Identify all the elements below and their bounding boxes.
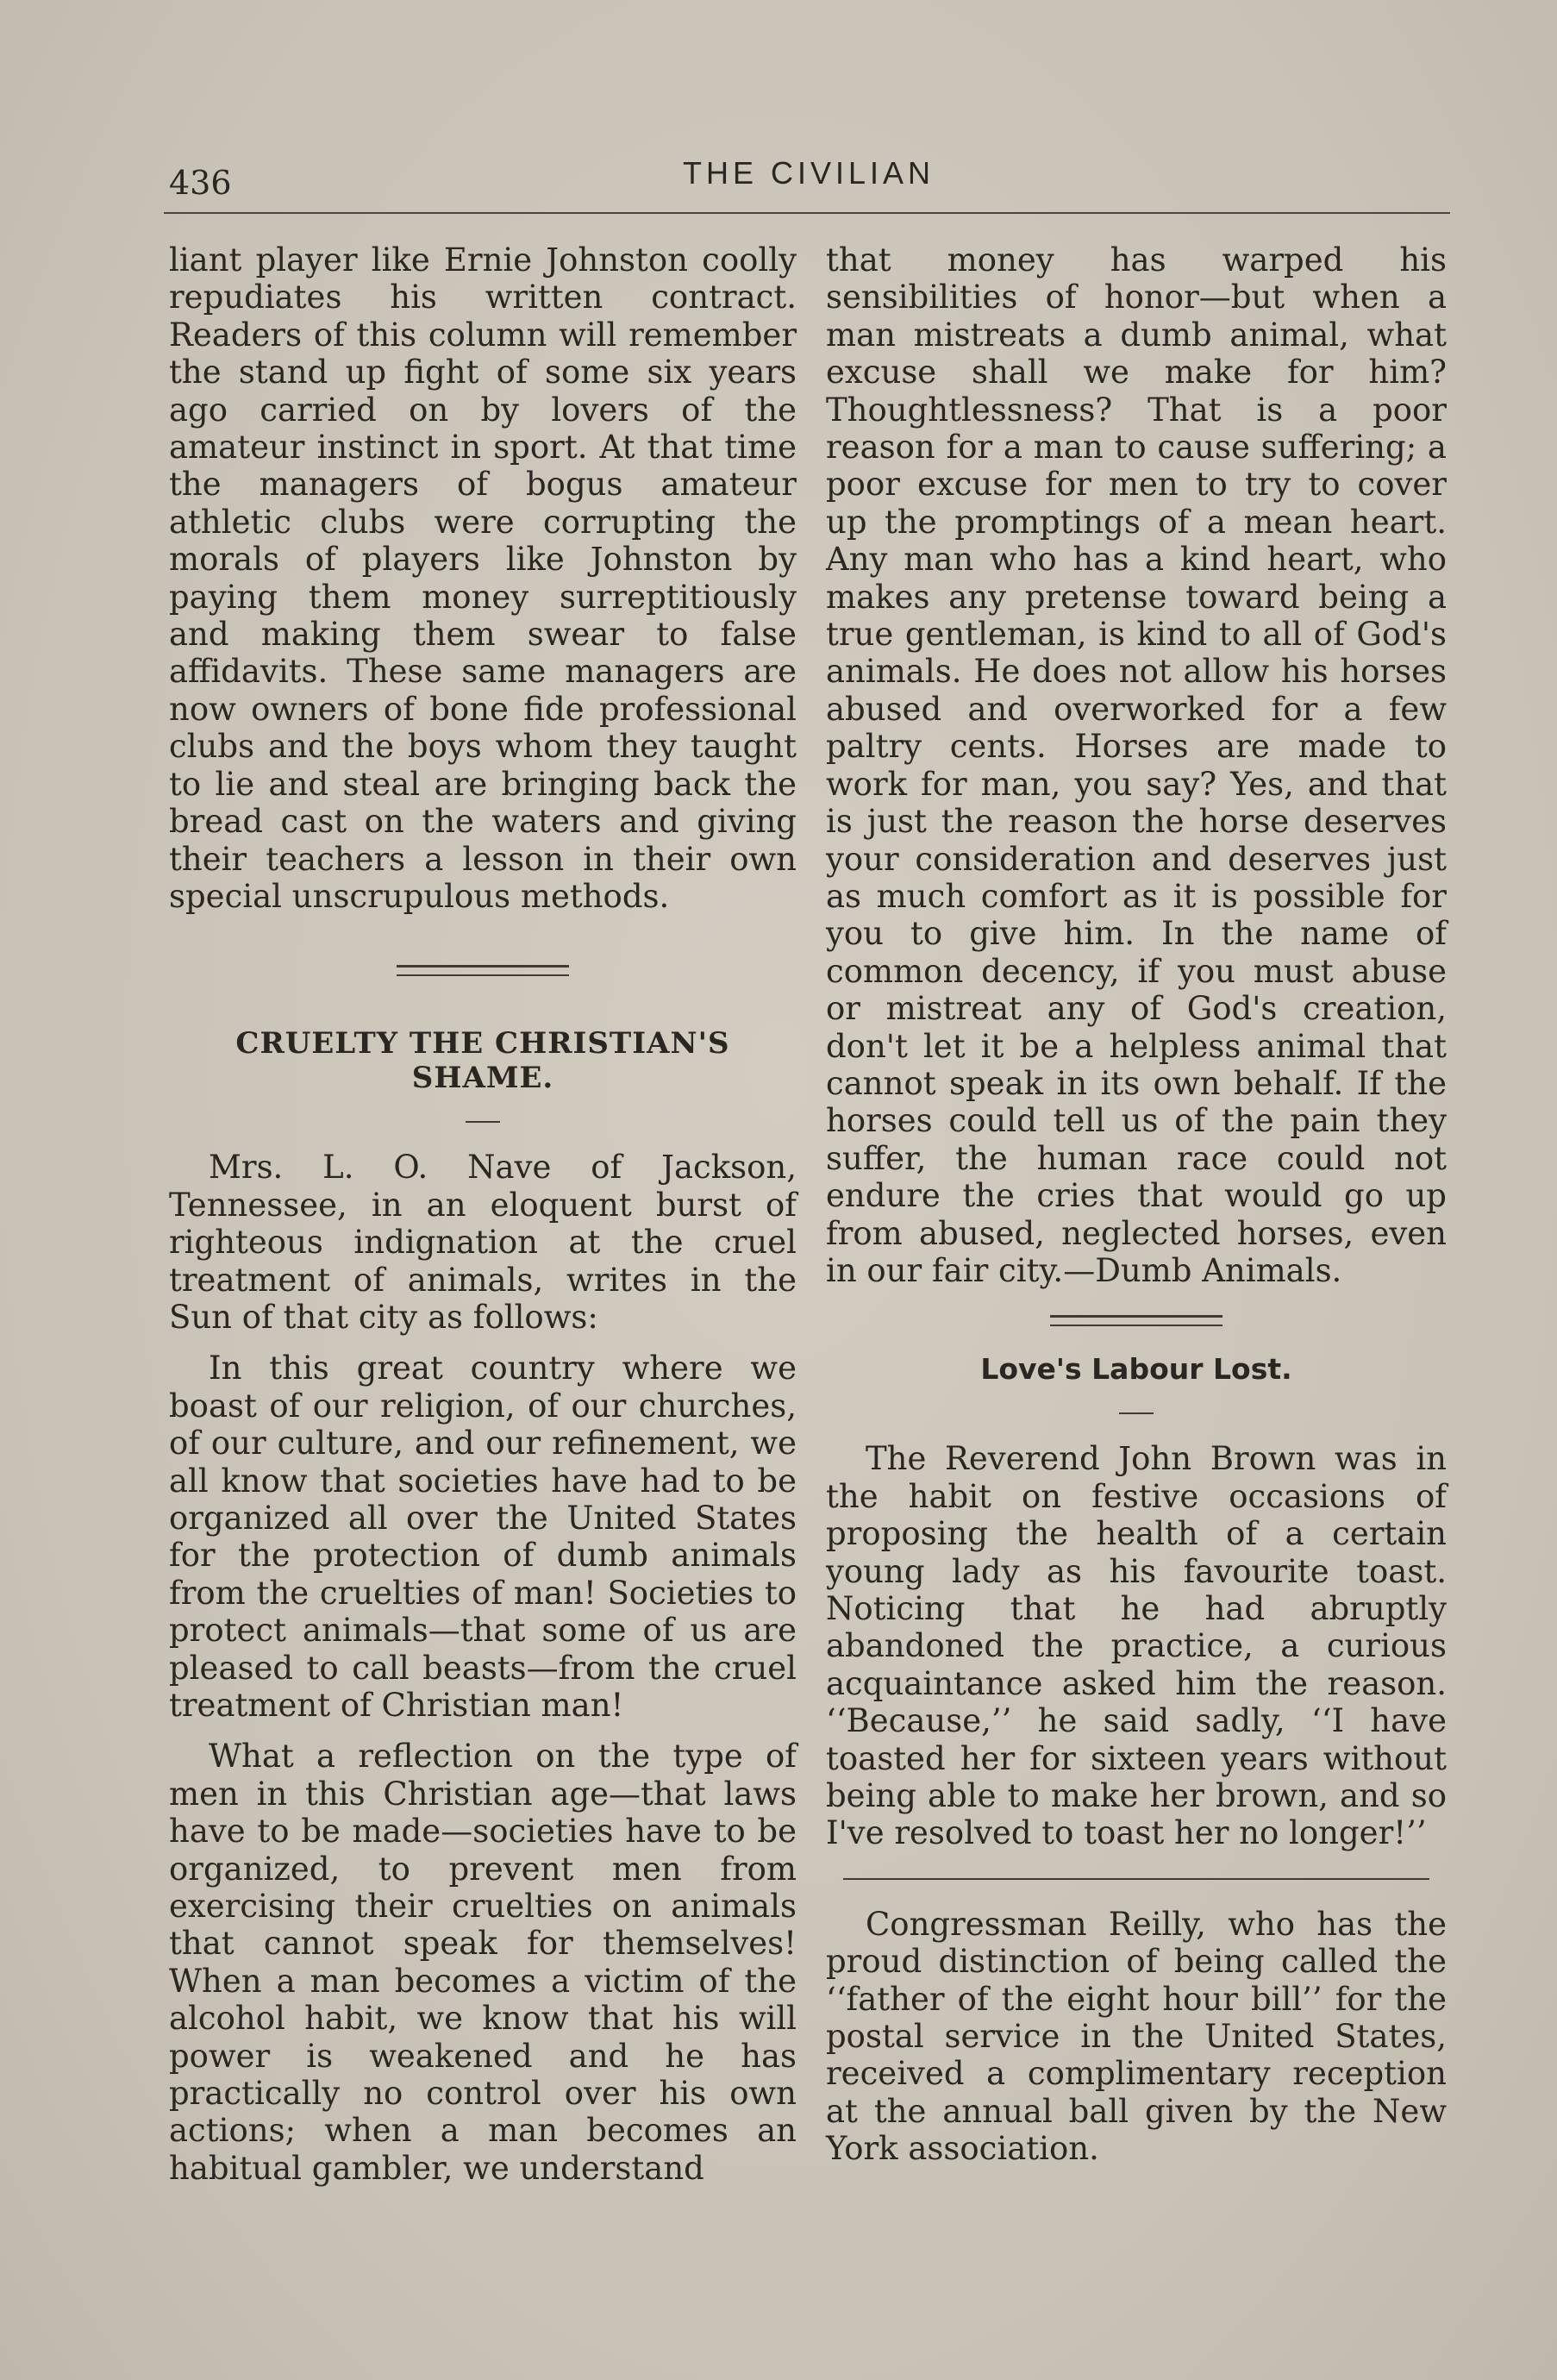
journal-title: THE CIVILIAN [682,155,935,191]
article-heading-line2: SHAME. [411,1061,554,1096]
page-number: 436 [169,164,232,202]
right-column [826,241,1447,2168]
article-paragraph-2: In this great country where we boast of our religion, of our churches, of our culture, and our refinement, we all know that societies have had to be organized all over the United States for the protection of dumb animals from the cruelties of man! Societies to protect animals—that some of us are pleased to call beasts—from the cruel treatment of Christian man! [169,1350,797,1724]
article-heading: Love's Labour Lost. [980,1352,1292,1387]
continued-paragraph-left: liant player like Ernie Johnston coolly repudiates his written contract. Readers of this column will remember the stand up fight of some six years ago carried on by lovers of the amateur instinct in sport. At that time the managers of bogus amateur athletic clubs were corrupting the morals of players like Johnston by paying them money surreptitiously and making them swear to false affidavits. These same managers are now owners of bone fide professional clubs and the boys whom they taught to lie and steal are bringing back the bread cast on the waters and giving their teachers a lesson in their own special unscrupulous methods. [169,241,797,915]
left-column [169,241,797,2187]
running-head [164,153,1454,200]
section-divider [397,965,569,976]
header-rule [164,212,1450,214]
article-heading-line1: CRUELTY THE CHRISTIAN'S [235,1026,730,1062]
article-paragraph-3: What a reflection on the type of men in this Christian age—that laws have to be made—societies have to be organized, to prevent men from exercising their cruelties on animals that cannot speak for themselves! When a man becomes a victim of the alcohol habit, we know that his will power is weakened and he has practically no control over his own actions; when a man becomes an habitual gambler, we understand [169,1738,797,2187]
section-divider [1050,1315,1222,1326]
continued-paragraph-right: that money has warped his sensibilities of honor—but when a man mistreats a dumb animal, what excuse shall we make for him? Thoughtlessness? That is a poor reason for a man to cause suffering; a poor excuse for men to try to cover up the promptings of a mean heart. Any man who has a kind heart, who makes any pretense toward being a true gentleman, is kind to all of God's animals. He does not allow his horses abused and overworked for a few paltry cents. Horses are made to work for man, you say? Yes, and that is just the reason the horse deserves your consideration and deserves just as much comfort as it is possible for you to give him. In the name of common decency, if you must abuse or mistreat any of God's creation, don't let it be a helpless animal that cannot speak in its own behalf. If the horses could tell us of the pain they suffer, the human race could not endure the cries that would go up from abused, neglected horses, even in our fair city.—Dumb Animals. [826,241,1447,1289]
news-paragraph: Congressman Reilly, who has the proud distinction of being called the ‘‘father of the eight hour bill’’ for the postal service in the United States, received a complimentary reception at the annual ball given by the New York association. [826,1905,1447,2168]
article-paragraph-1: Mrs. L. O. Nave of Jackson, Tennessee, in an eloquent burst of righteous indignation at the cruel treatment of animals, writes in the Sun of that city as follows: [169,1149,797,1336]
article-paragraph: The Reverend John Brown was in the habit on festive occasions of proposing the health of a certain young lady as his favourite toast. Noticing that he had abruptly abandoned the practice, a curious acquaintance asked him the reason. ‘‘Because,’’ he said sadly, ‘‘I have toasted her for sixteen years without being able to make her brown, and so I've resolved to toast her no longer!’’ [826,1440,1447,1852]
